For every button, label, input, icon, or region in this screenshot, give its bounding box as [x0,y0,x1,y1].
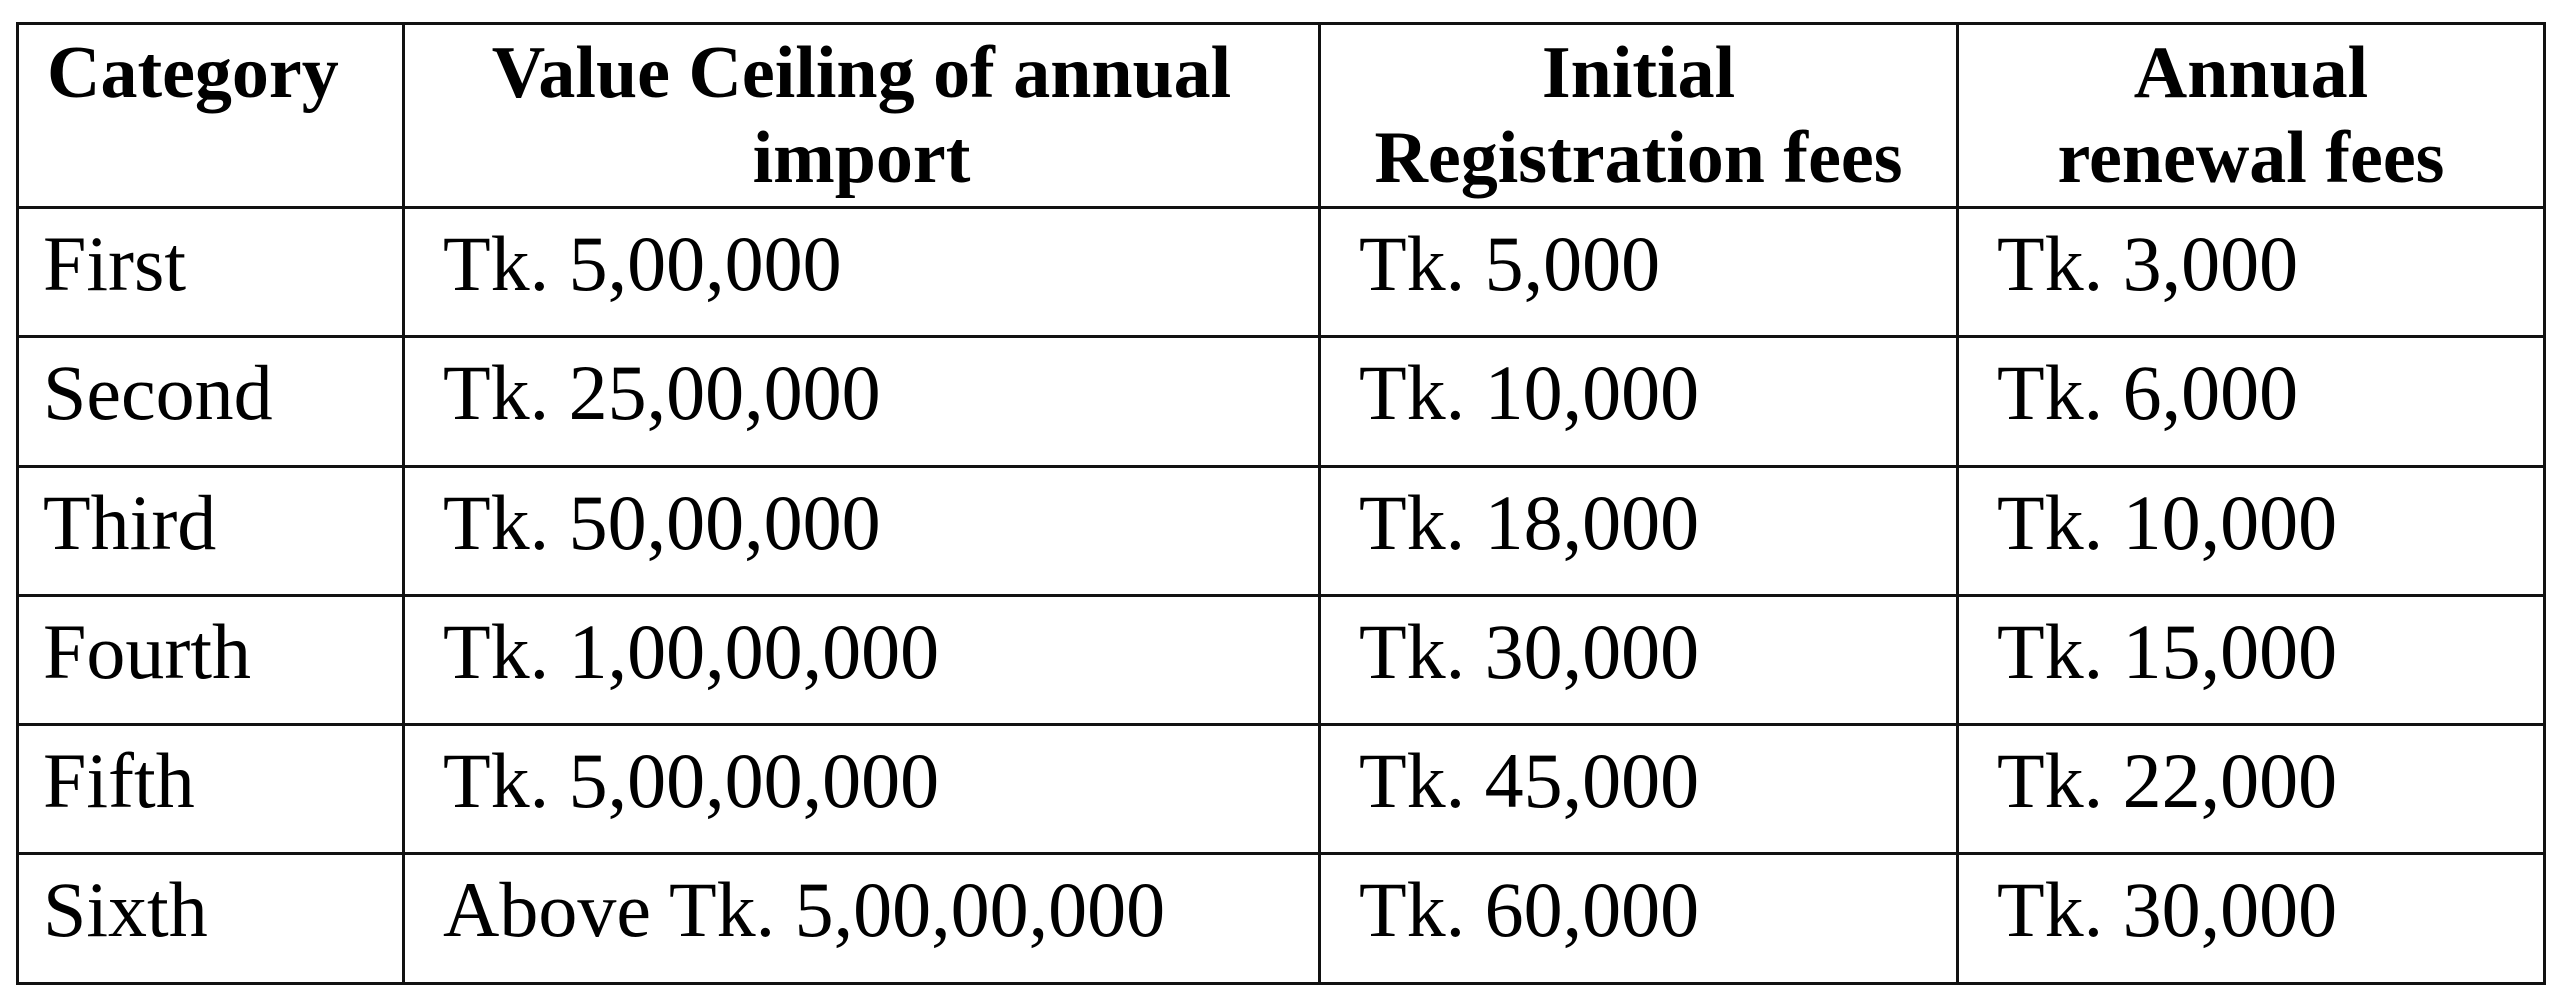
header-row [18,24,2545,208]
header-initial-line1: Initial [1541,32,1736,114]
table-row [18,337,2545,466]
header-initial-line2: Registration fees [1374,117,1903,199]
cell-value-ceiling: Tk. 5,00,000 [404,208,1320,337]
cell-initial-fee: Tk. 45,000 [1320,725,1958,854]
cell-value-ceiling: Tk. 50,00,000 [404,466,1320,595]
cell-initial-fee: Tk. 60,000 [1320,854,1958,983]
header-category-text: Category [47,32,339,114]
cell-value-ceiling: Tk. 1,00,00,000 [404,595,1320,724]
cell-renewal-fee: Tk. 22,000 [1958,725,2545,854]
cell-value-ceiling: Tk. 25,00,000 [404,337,1320,466]
cell-initial-fee: Tk. 5,000 [1320,208,1958,337]
table-row [18,854,2545,983]
cell-renewal-fee: Tk. 3,000 [1958,208,2545,337]
fee-schedule-table [16,22,2546,985]
cell-initial-fee: Tk. 30,000 [1320,595,1958,724]
cell-renewal-fee: Tk. 30,000 [1958,854,2545,983]
header-value-ceiling-line2: import [752,117,971,199]
cell-category: Second [18,337,404,466]
cell-value-ceiling: Above Tk. 5,00,00,000 [404,854,1320,983]
cell-category: Third [18,466,404,595]
cell-category: Sixth [18,854,404,983]
header-value-ceiling-line1: Value Ceiling of annual [491,32,1232,114]
cell-renewal-fee: Tk. 10,000 [1958,466,2545,595]
header-annual-renewal-fees [1958,24,2545,208]
table-row [18,725,2545,854]
table-row [18,208,2545,337]
cell-initial-fee: Tk. 18,000 [1320,466,1958,595]
cell-value-ceiling: Tk. 5,00,00,000 [404,725,1320,854]
header-renewal-line2: renewal fees [2057,117,2445,199]
cell-category: Fourth [18,595,404,724]
header-renewal-line1: Annual [2133,32,2369,114]
table-row [18,466,2545,595]
header-value-ceiling [404,24,1320,208]
cell-renewal-fee: Tk. 15,000 [1958,595,2545,724]
cell-initial-fee: Tk. 10,000 [1320,337,1958,466]
cell-renewal-fee: Tk. 6,000 [1958,337,2545,466]
header-initial-registration-fees [1320,24,1958,208]
cell-category: First [18,208,404,337]
header-category [18,24,404,208]
cell-category: Fifth [18,725,404,854]
table-row [18,595,2545,724]
